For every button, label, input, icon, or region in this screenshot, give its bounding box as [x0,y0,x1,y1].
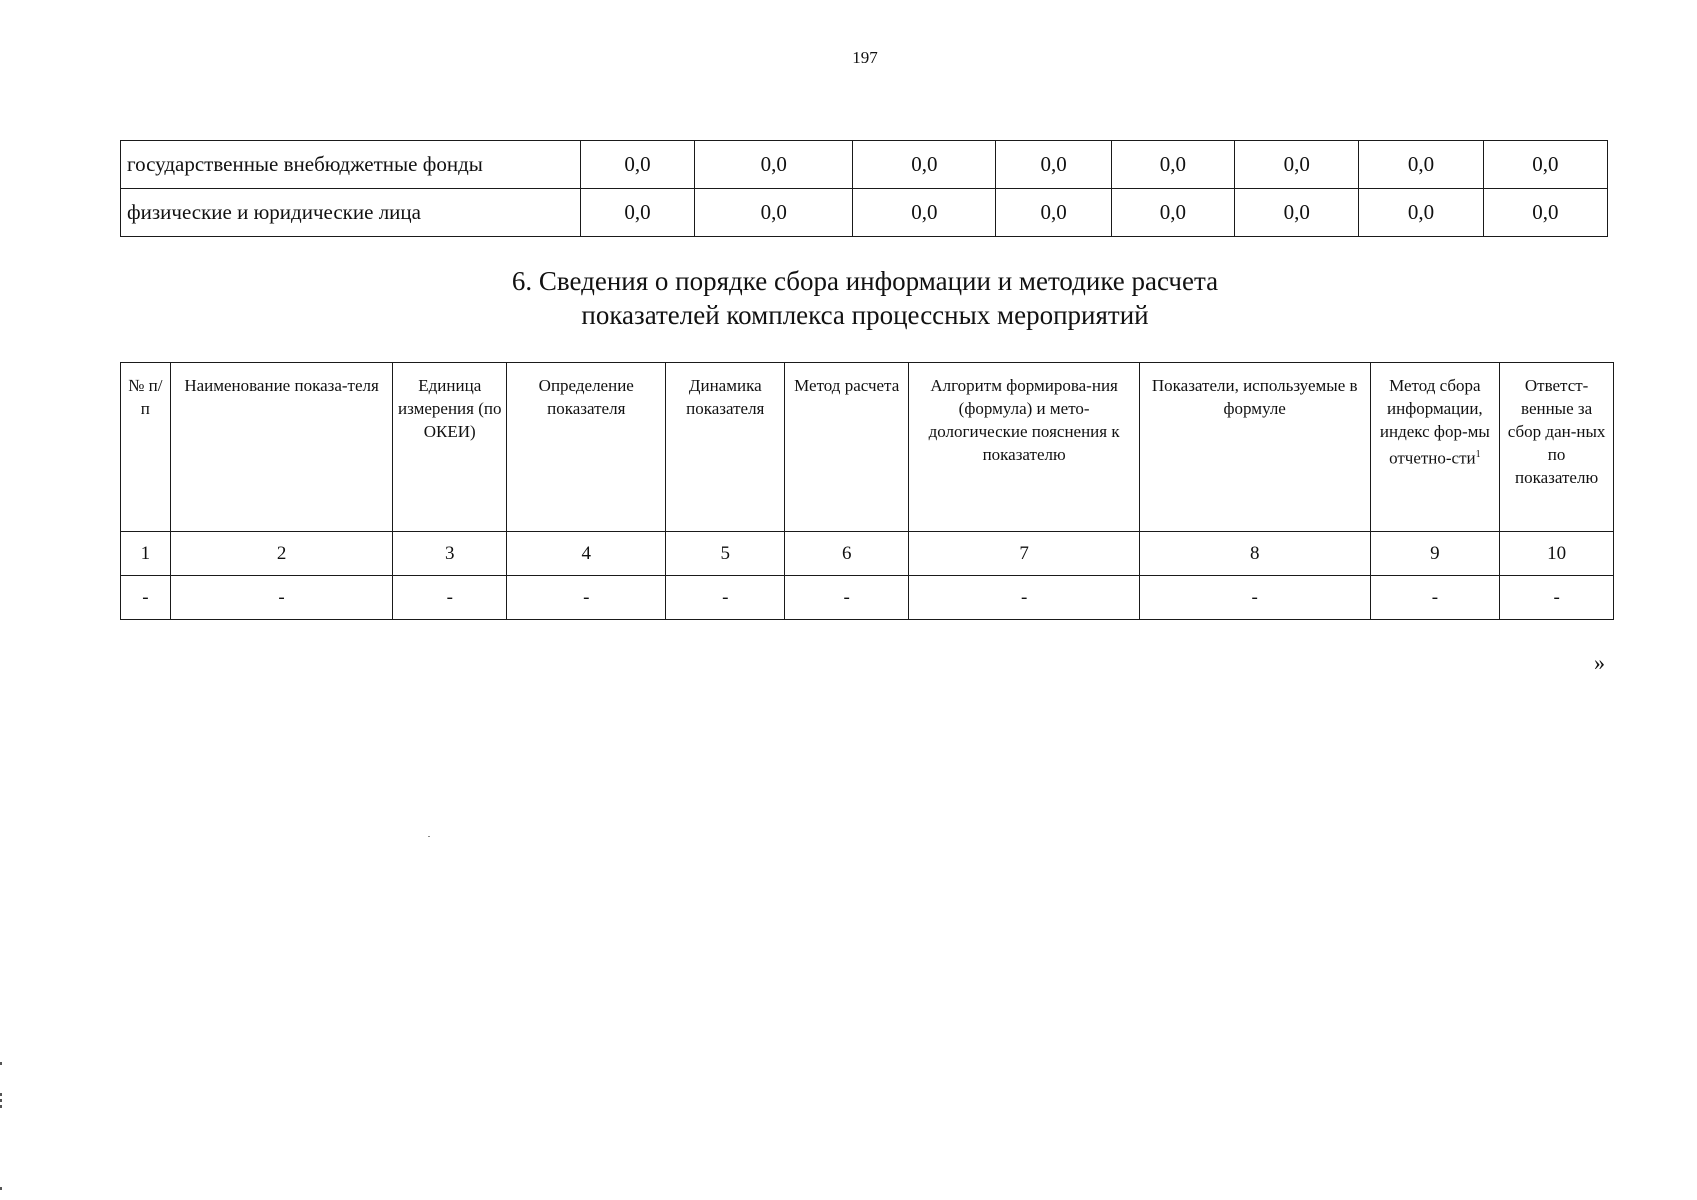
table-cell: 0,0 [1483,141,1607,189]
indicator-methodology-table [120,362,1614,620]
table-row [121,141,1608,189]
scan-artifact [428,836,430,837]
table-cell: 0,0 [1235,141,1359,189]
scan-artifact [0,1093,2,1096]
column-header: Наименование показа-теля [170,363,393,532]
scan-artifact [0,1099,2,1102]
empty-cell: - [666,576,785,620]
table-cell: 0,0 [580,141,694,189]
scan-artifact [0,1062,2,1065]
row-label: государственные внебюджетные фонды [121,141,581,189]
column-number: 6 [785,532,909,576]
page-number: 197 [852,48,878,67]
table-cell: 0,0 [996,189,1111,237]
column-number: 2 [170,532,393,576]
column-number: 10 [1500,532,1614,576]
table-cell: 0,0 [853,141,996,189]
column-number: 5 [666,532,785,576]
section-title [0,264,1697,332]
table-cell: 0,0 [1235,189,1359,237]
table-cell: 0,0 [1359,141,1483,189]
empty-cell: - [170,576,393,620]
table-cell: 0,0 [1483,189,1607,237]
header-row [121,363,1614,532]
table-row [121,576,1614,620]
empty-cell: - [1139,576,1370,620]
column-header: Ответст-венные за сбор дан-ных по показателю [1500,363,1614,532]
empty-cell: - [785,576,909,620]
column-number: 4 [507,532,666,576]
column-header [1370,363,1500,532]
row-label: физические и юридические лица [121,189,581,237]
column-number: 9 [1370,532,1500,576]
column-number: 7 [909,532,1140,576]
table-cell: 0,0 [1111,189,1234,237]
table-cell: 0,0 [580,189,694,237]
column-header: Показатели, используемые в формуле [1139,363,1370,532]
column-header: Динамика показателя [666,363,785,532]
column-header: Метод расчета [785,363,909,532]
column-number: 1 [121,532,171,576]
scan-artifact [0,1105,2,1108]
column-header: Определение показателя [507,363,666,532]
table-cell: 0,0 [1359,189,1483,237]
footnote-mark: 1 [1475,449,1481,460]
section-title-line-2: показателей комплекса процессных мероприятий [581,300,1149,330]
column-header-text: Метод сбора информации, индекс фор-мы отчетно-сти [1379,376,1490,468]
empty-cell: - [121,576,171,620]
empty-cell: - [909,576,1140,620]
column-number-row [121,532,1614,576]
column-number: 8 [1139,532,1370,576]
table-cell: 0,0 [853,189,996,237]
table-cell: 0,0 [695,141,853,189]
table-cell: 0,0 [695,189,853,237]
table-cell: 0,0 [1111,141,1234,189]
empty-cell: - [1500,576,1614,620]
empty-cell: - [393,576,507,620]
column-header: Единица измерения (по ОКЕИ) [393,363,507,532]
column-header: № п/п [121,363,171,532]
column-header: Алгоритм формирова-ния (формула) и мето-дологические пояснения к показателю [909,363,1140,532]
scan-artifact [0,1187,2,1190]
empty-cell: - [1370,576,1500,620]
funding-sources-table [120,140,1608,237]
table-cell: 0,0 [996,141,1111,189]
table-row [121,189,1608,237]
column-number: 3 [393,532,507,576]
empty-cell: - [507,576,666,620]
section-title-line-1: 6. Сведения о порядке сбора информации и методике расчета [511,266,1219,296]
closing-quote-mark: » [1594,650,1605,675]
